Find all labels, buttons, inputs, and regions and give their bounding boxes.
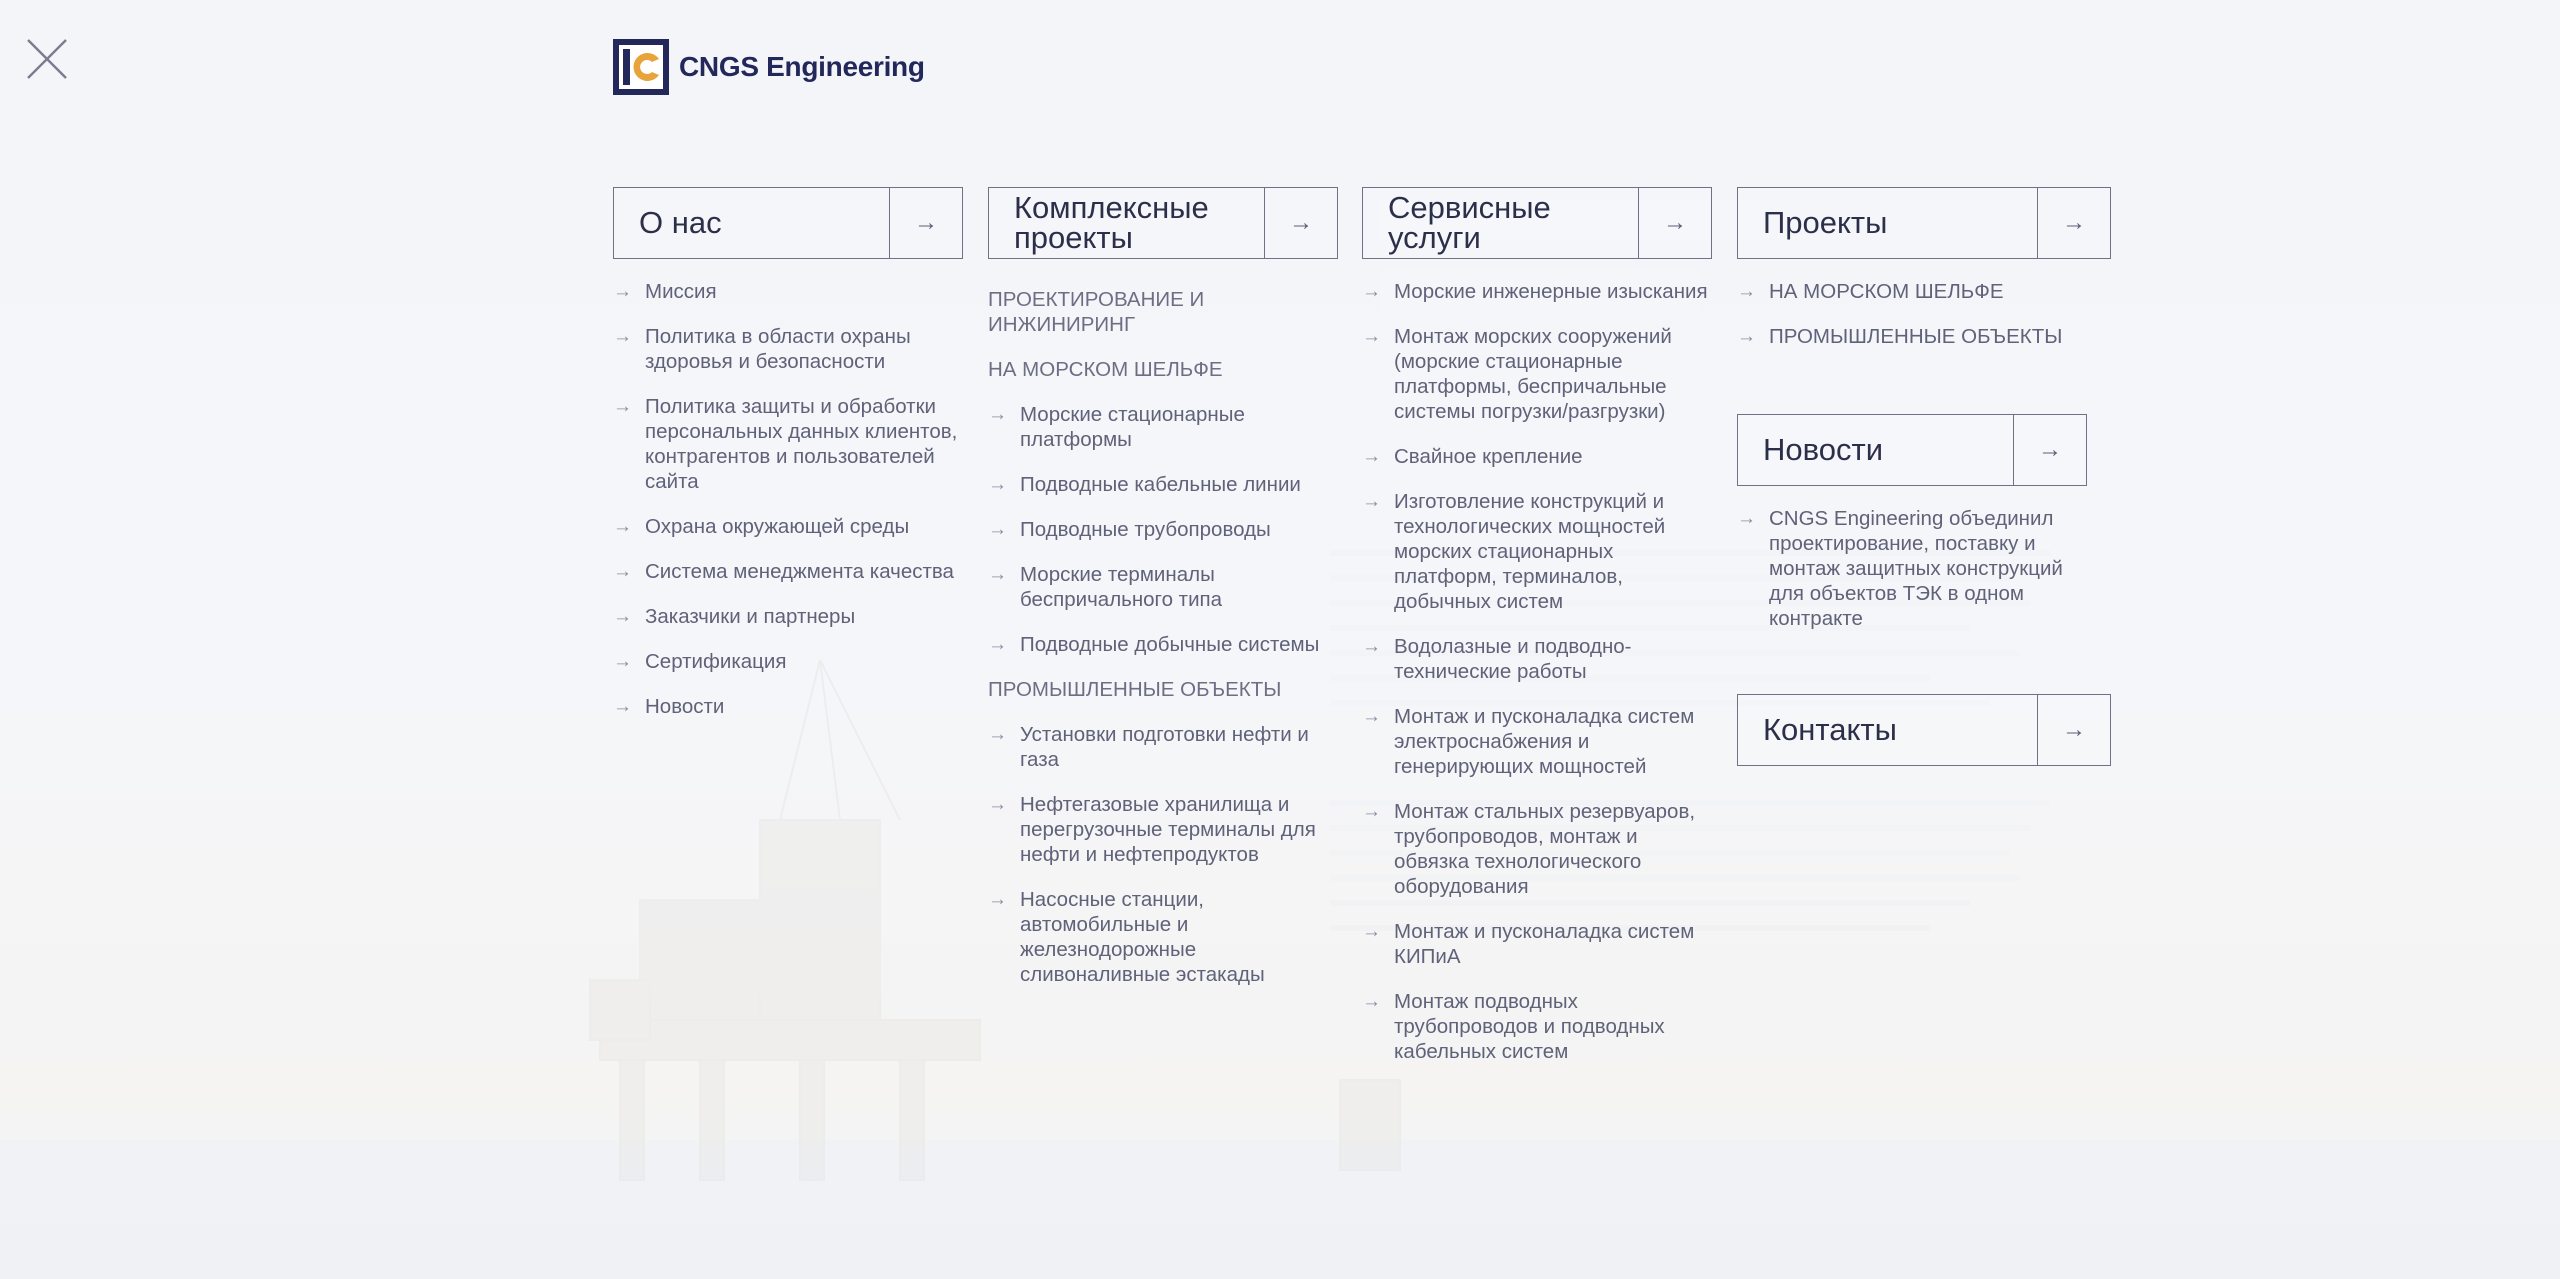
group-heading-offshore[interactable]: НА МОРСКОМ ШЕЛЬФЕ [988,358,1223,381]
list-item[interactable]: → Морские терминалы беспричального типа [988,563,1223,611]
list-item[interactable]: → Монтаж и пусконаладка систем электроснабжения и генерирующих мощностей [1362,705,1695,778]
arrow-right-icon[interactable]: → [889,188,962,258]
brand-logo[interactable] [613,38,925,96]
arrow-right-icon: → [988,404,1007,425]
list-item[interactable]: → Монтаж морских сооружений (морские стационарные платформы, беспричальные системы погрузки/разгрузки) [1362,325,1672,423]
menu-header-about [613,187,963,259]
list-item[interactable]: → Система менеджмента качества [613,560,954,583]
list-item[interactable]: → Нефтегазовые хранилища и перегрузочные терминалы для нефти и нефтепродуктов [988,793,1316,866]
arrow-right-icon: → [613,651,632,672]
menu-header-complex-projects [988,187,1338,259]
arrow-right-icon: → [988,634,1007,655]
list-item[interactable]: → Водолазные и подводно-технические работы [1362,635,1632,683]
menu-column-services [1362,187,1712,1084]
arrow-right-icon: → [1362,281,1381,302]
services-links [1362,279,1712,1064]
list-item[interactable]: → Подводные кабельные линии [988,473,1301,496]
arrow-right-icon: → [613,561,632,582]
list-item[interactable]: → Установки подготовки нефти и газа [988,723,1309,771]
arrow-right-icon: → [613,696,632,717]
arrow-right-icon: → [1737,508,1756,529]
list-item[interactable]: → Морские стационарные платформы [988,403,1245,451]
arrow-right-icon: → [988,564,1007,585]
menu-column-contacts [1737,694,2111,766]
arrow-right-icon: → [988,794,1007,815]
menu-header-projects [1737,187,2111,259]
projects-links [1737,279,2111,349]
list-item[interactable]: → Сертификация [613,650,787,673]
list-item[interactable]: → Монтаж стальных резервуаров, трубопроводов, монтаж и обвязка технологического оборудования [1362,800,1696,898]
menu-title-complex-projects[interactable]: Комплексные проекты [1014,190,1209,255]
arrow-right-icon: → [1362,491,1381,512]
menu-header-news [1737,414,2087,486]
list-item[interactable]: → Насосные станции, автомобильные и железнодорожные сливоналивные эстакады [988,888,1265,986]
arrow-right-icon: → [988,889,1007,910]
menu-header-services [1362,187,1712,259]
arrow-right-icon: → [988,519,1007,540]
list-item[interactable]: → CNGS Engineering объединил проектирование, поставку и монтаж защитных конструкций для объектов ТЭК в одном контракте [1737,507,2063,630]
menu-title-services[interactable]: Сервисные услуги [1388,190,1551,255]
arrow-right-icon: → [613,326,632,347]
arrow-right-icon[interactable]: → [2037,695,2110,765]
list-item[interactable]: → Заказчики и партнеры [613,605,856,628]
group-heading-industrial[interactable]: ПРОМЫШЛЕННЫЕ ОБЪЕКТЫ [988,678,1282,701]
arrow-right-icon[interactable]: → [2037,188,2110,258]
menu-title-news[interactable]: Новости [1763,432,1884,467]
arrow-right-icon: → [1737,326,1756,347]
list-item[interactable]: → Монтаж и пусконаладка систем КИПиА [1362,920,1695,968]
menu-column-complex-projects [988,187,1338,1007]
list-item[interactable]: → Политика в области охраны здоровья и безопасности [613,325,911,373]
list-item[interactable]: → Новости [613,695,725,718]
complex-projects-links [988,287,1338,987]
arrow-right-icon: → [1737,281,1756,302]
arrow-right-icon: → [1362,636,1381,657]
list-item[interactable]: → Морские инженерные изыскания [1362,280,1708,303]
news-links [1737,506,2087,631]
menu-title-about[interactable]: О нас [639,205,722,240]
cngs-logo-icon [613,39,669,95]
list-item[interactable]: → Миссия [613,280,717,303]
arrow-right-icon[interactable]: → [1264,188,1337,258]
list-item[interactable]: → Охрана окружающей среды [613,515,910,538]
arrow-right-icon[interactable]: → [2013,415,2086,485]
list-item[interactable]: → Подводные добычные системы [988,633,1320,656]
arrow-right-icon: → [988,474,1007,495]
brand-name: CNGS Engineering [679,51,925,82]
menu-title-projects[interactable]: Проекты [1763,205,1888,240]
about-links [613,279,963,719]
menu-header-contacts [1737,694,2111,766]
list-item[interactable]: → Политика защиты и обработки персональных данных клиентов, контрагентов и пользователей сайта [613,395,958,493]
list-item[interactable]: → ПРОМЫШЛЕННЫЕ ОБЪЕКТЫ [1737,325,2063,348]
menu-column-about [613,187,963,739]
list-item[interactable]: → Монтаж подводных трубопроводов и подводных кабельных систем [1362,990,1665,1063]
list-item[interactable]: → Изготовление конструкций и технологических мощностей морских стационарных платформ, терминалов, добычных систем [1362,490,1666,613]
arrow-right-icon: → [613,396,632,417]
menu-column-news [1737,414,2087,651]
arrow-right-icon[interactable]: → [1638,188,1711,258]
arrow-right-icon: → [1362,326,1381,347]
menu-column-projects [1737,187,2111,369]
arrow-right-icon: → [988,724,1007,745]
list-item[interactable]: → НА МОРСКОМ ШЕЛЬФЕ [1737,280,2004,303]
arrow-right-icon: → [1362,706,1381,727]
list-item[interactable]: → Подводные трубопроводы [988,518,1271,541]
arrow-right-icon: → [613,606,632,627]
arrow-right-icon: → [613,281,632,302]
menu-title-contacts[interactable]: Контакты [1763,712,1897,747]
group-heading-design[interactable]: ПРОЕКТИРОВАНИЕ И ИНЖИНИРИНГ [988,288,1205,336]
close-menu-button[interactable] [24,36,70,82]
arrow-right-icon: → [613,516,632,537]
list-item[interactable]: → Свайное крепление [1362,445,1583,468]
arrow-right-icon: → [1362,446,1381,467]
arrow-right-icon: → [1362,801,1381,822]
arrow-right-icon: → [1362,921,1381,942]
close-icon [24,36,70,82]
arrow-right-icon: → [1362,991,1381,1012]
